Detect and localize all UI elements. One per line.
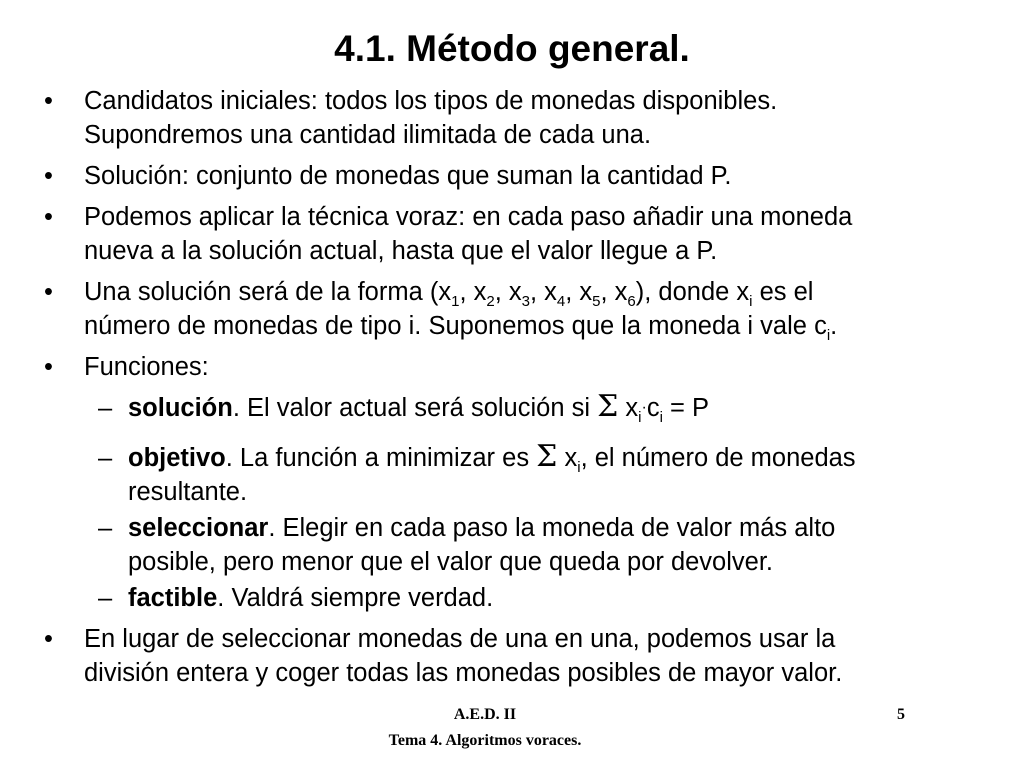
bullet-division-entera — [44, 622, 994, 690]
subitem-solucion — [44, 391, 994, 429]
footer-topic: Tema 4. Algoritmos voraces. — [388, 732, 582, 749]
bullet-solucion — [44, 159, 994, 193]
subitem-factible — [44, 581, 994, 615]
dash-icon: – — [98, 394, 113, 422]
bullet-text-line: Una solución será de la forma ($x_1$, $x_2$, $x_3$, $x_4$, $x_5$, $x_6$), donde $x_i$ es el — [84, 278, 814, 310]
bullet-text-line: Candidatos iniciales: todos los tipos de monedas disponibles. — [84, 87, 778, 115]
subitem-text-line: resultante. — [128, 478, 248, 506]
bullet-text-line: Solución: conjunto de monedas que suman la cantidad P. — [84, 162, 732, 190]
bullet-candidatos — [44, 84, 994, 152]
bullet-icon: • — [44, 87, 53, 115]
bullet-text-line: división entera y coger todas las monedas posibles de mayor valor. — [84, 659, 843, 687]
subitem-text-line: posible, pero menor que el valor que queda por devolver. — [128, 548, 774, 576]
bullet-funciones — [44, 350, 994, 384]
bullet-text-line: Funciones: — [84, 353, 209, 381]
bullet-text-line: En lugar de seleccionar monedas de una en una, podemos usar la — [84, 625, 836, 653]
sigma-symbol: Σ — [536, 439, 558, 474]
subitem-objetivo — [44, 441, 994, 509]
subitem-text-line: objetivo. La función a minimizar es Σ $x_i$, el número de monedas — [128, 439, 856, 476]
slide-body — [44, 84, 994, 690]
bullet-text-line: nueva a la solución actual, hasta que el valor llegue a P. — [84, 237, 718, 265]
bullet-icon: • — [44, 278, 53, 306]
dash-icon: – — [98, 514, 113, 542]
footer-course: A.E.D. II — [453, 706, 517, 723]
bullet-text-line: número de monedas de tipo i. Suponemos que la moneda i vale $c_i$. — [84, 312, 838, 344]
sigma-symbol: Σ — [597, 389, 619, 424]
subitem-seleccionar — [44, 511, 994, 579]
subitem-text-line: seleccionar. Elegir en cada paso la moneda de valor más alto — [128, 514, 836, 542]
bullet-voraz — [44, 200, 994, 268]
dash-icon: – — [98, 444, 113, 472]
bullet-text-line: Podemos aplicar la técnica voraz: en cada paso añadir una moneda — [84, 203, 853, 231]
slide-title: 4.1. Método general. — [334, 28, 690, 69]
bullet-forma — [44, 275, 994, 343]
bullet-text-line: Supondremos una cantidad ilimitada de cada una. — [84, 121, 652, 149]
bullet-icon: • — [44, 203, 53, 231]
bullet-icon: • — [44, 625, 53, 653]
subitem-text-line: solución. El valor actual será solución si Σ $x_i\cdot c_i = P$ — [128, 389, 709, 426]
dash-icon: – — [98, 584, 113, 612]
bullet-icon: • — [44, 162, 53, 190]
bullet-icon: • — [44, 353, 53, 381]
slide-footer — [0, 706, 1024, 756]
footer-page-number: 5 — [897, 706, 905, 723]
subitem-text-line: factible. Valdrá siempre verdad. — [128, 584, 494, 612]
